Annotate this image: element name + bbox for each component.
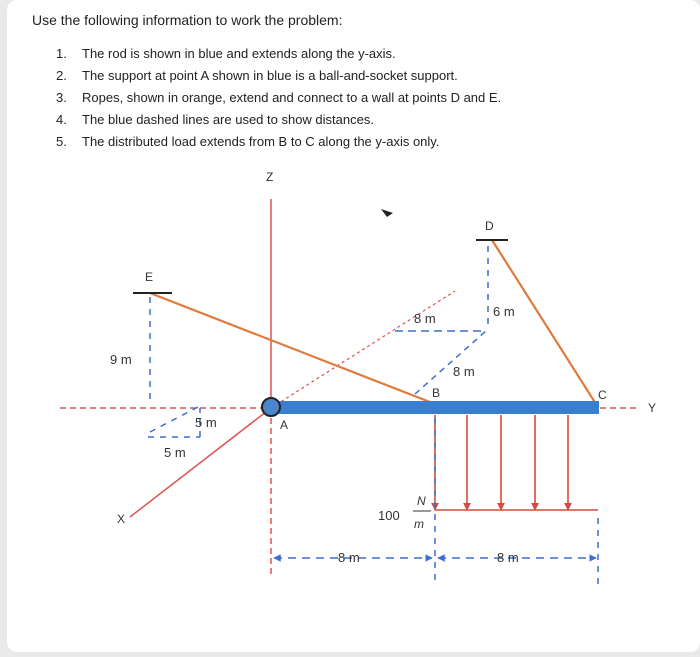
dim-label-bottom-ab: 8 m [338,550,360,565]
dim-label-e-offset-2: 5 m [164,445,186,460]
dim-label-e-offset-1: 5 m [195,415,217,430]
list-item-number: 5. [56,134,67,149]
load-unit-denominator: m [414,517,424,531]
rope-b-to-e [150,293,435,404]
axis-label-x: X [117,512,126,526]
load-unit-numerator: N [417,494,426,508]
list-item-number: 3. [56,90,67,105]
upper-diagonal-dashed-line [271,291,455,408]
instructions-intro: Use the following information to work the problem: [32,12,343,28]
point-label-d: D [485,219,494,233]
list-item-text: Ropes, shown in orange, extend and connect to a wall at points D and E. [82,90,502,105]
distributed-load [435,415,598,510]
point-label-b: B [432,386,441,400]
dim-label-e-height: 9 m [110,352,132,367]
arrow-pointer-icon [381,209,393,217]
list-item-text: The rod is shown in blue and extends along the y-axis. [82,46,396,61]
blue-rod [271,401,599,414]
list-item-number: 2. [56,68,67,83]
list-item-text: The support at point A shown in blue is a ball-and-socket support. [82,68,458,83]
dim-label-bottom-bc: 8 m [497,550,519,565]
dim-label-ab: 8 m [414,311,436,326]
axis-label-z: Z [266,170,274,184]
point-label-c: C [598,388,607,402]
load-magnitude: 100 [378,508,400,523]
dim-label-b-to-d: 8 m [453,364,475,379]
list-item-text: The distributed load extends from B to C along the y-axis only. [82,134,440,149]
axis-label-y: Y [648,401,657,415]
point-label-a: A [280,418,289,432]
rope-c-to-d [492,240,596,404]
list-item-text: The blue dashed lines are used to show distances. [82,112,374,127]
list-item-number: 1. [56,46,67,61]
list-item-number: 4. [56,112,67,127]
dim-label-d-offset: 6 m [493,304,515,319]
ball-socket-support-a [262,398,280,416]
point-label-e: E [145,270,154,284]
